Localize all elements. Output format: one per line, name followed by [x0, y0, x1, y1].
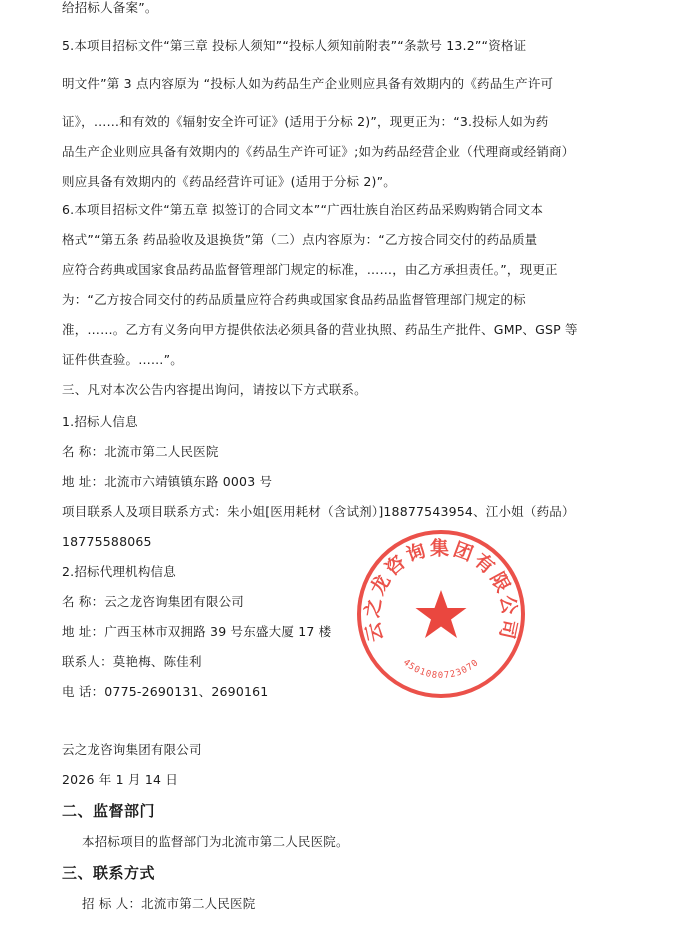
seal-star-icon: [416, 590, 467, 638]
section-heading-supervision: 二、监督部门: [62, 802, 156, 820]
text-line: 名 称：云之龙咨询集团有限公司: [62, 594, 244, 609]
text-line: 三、凡对本次公告内容提出询问，请按以下方式联系。: [62, 382, 367, 397]
text-line: 2.招标代理机构信息: [62, 564, 176, 579]
text-line: 为：“乙方按合同交付的药品质量应符合药典或国家食品药品监督管理部门规定的标: [62, 292, 526, 307]
section-heading-contact: 三、联系方式: [62, 864, 156, 882]
company-seal-stamp: [355, 528, 527, 700]
text-line: 则应具备有效期内的《药品经营许可证》(适用于分标 2)”。: [62, 174, 396, 189]
text-line: 明文件”第 3 点内容原为 “投标人如为药品生产企业则应具备有效期内的《药品生产许可: [62, 76, 554, 91]
text-line: 1.招标人信息: [62, 414, 138, 429]
text-line: 18775588065: [62, 534, 152, 549]
text-line: 6.本项目招标文件“第五章 拟签订的合同文本”“广西壮族自治区药品采购购销合同文本: [62, 202, 544, 217]
text-line: 格式”“第五条 药品验收及退换货”第（二）点内容原为：“乙方按合同交付的药品质量: [62, 232, 538, 247]
text-line: 5.本项目招标文件“第三章 投标人须知”“投标人须知前附表”“条款号 13.2”“资格证: [62, 38, 527, 53]
text-line: 联系人：莫艳梅、陈佳利: [62, 654, 202, 669]
text-line: 应符合药典或国家食品药品监督管理部门规定的标准，……，由乙方承担责任。”，现更正: [62, 262, 558, 277]
text-line: 名 称：北流市第二人民医院: [62, 444, 219, 459]
contact-tenderer: 招 标 人：北流市第二人民医院: [82, 896, 256, 911]
text-line: 电 话：0775-2690131、2690161: [62, 684, 269, 699]
text-line: 地 址：北流市六靖镇镇东路 0003 号: [62, 474, 273, 489]
supervision-text: 本招标项目的监督部门为北流市第二人民医院。: [82, 834, 349, 849]
text-line: 证件供查验。……”。: [62, 352, 183, 367]
text-line: 地 址：广西玉林市双拥路 39 号东盛大厦 17 楼: [62, 624, 332, 639]
seal-name-text: 云之龙咨询集团有限公司: [361, 537, 521, 644]
text-line: 准，……。乙方有义务向甲方提供依法必须具备的营业执照、药品生产批件、GMP、GSP 等: [62, 322, 578, 337]
signature-company: 云之龙咨询集团有限公司: [62, 742, 202, 757]
signature-date: 2026 年 1 月 14 日: [62, 772, 179, 787]
seal-graphic: [355, 528, 527, 700]
text-line: 证》，……和有效的《辐射安全许可证》(适用于分标 2)”，现更正为：“3.投标人如为药: [62, 114, 549, 129]
text-line: 给招标人备案”。: [62, 0, 158, 15]
text-line: 项目联系人及项目联系方式：朱小姐[医用耗材（含试剂）]18877543954、江小姐（药品）: [62, 504, 575, 519]
text-line: 品生产企业则应具备有效期内的《药品生产许可证》;如为药品经营企业（代理商或经销商）: [62, 144, 575, 159]
seal-number-text: 4501080723070: [400, 657, 482, 682]
